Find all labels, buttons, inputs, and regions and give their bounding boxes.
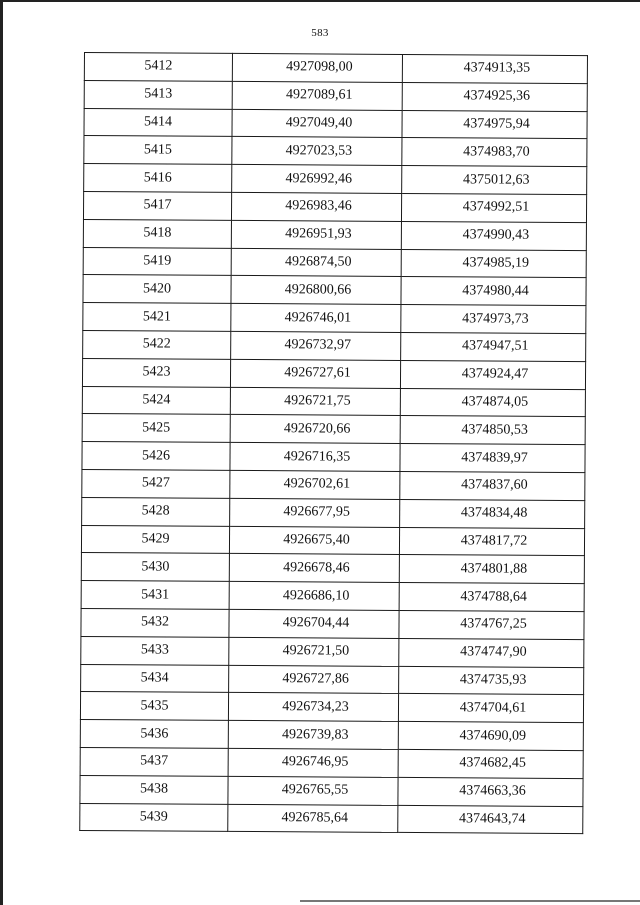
point-number-cell: 5418 — [83, 219, 231, 248]
y-coordinate-cell: 4374850,53 — [400, 416, 585, 445]
point-number-cell: 5420 — [83, 275, 231, 304]
y-coordinate-cell: 4374767,25 — [399, 610, 584, 639]
table-row — [84, 164, 587, 195]
y-coordinate-cell: 4374925,36 — [402, 82, 587, 111]
y-coordinate-cell: 4374788,64 — [399, 583, 584, 612]
table-row — [80, 803, 583, 834]
y-coordinate-cell: 4374874,05 — [400, 388, 585, 417]
y-coordinate-cell: 4374980,44 — [401, 277, 586, 306]
y-coordinate-cell: 4374834,48 — [400, 499, 585, 528]
table-row — [82, 497, 585, 528]
y-coordinate-cell: 4374947,51 — [401, 332, 586, 361]
point-number-cell: 5415 — [84, 136, 232, 165]
x-coordinate-cell: 4926677,95 — [230, 498, 400, 527]
y-coordinate-cell: 4374735,93 — [399, 666, 584, 695]
table-row — [83, 191, 586, 222]
x-coordinate-cell: 4926704,44 — [229, 609, 399, 638]
table-row — [82, 386, 585, 417]
x-coordinate-cell: 4926992,46 — [232, 165, 402, 194]
table-row — [81, 636, 584, 667]
x-coordinate-cell: 4926721,50 — [229, 637, 399, 666]
x-coordinate-cell: 4926746,01 — [231, 304, 401, 333]
y-coordinate-cell: 4374747,90 — [399, 638, 584, 667]
x-coordinate-cell: 4926727,61 — [230, 359, 400, 388]
point-number-cell: 5430 — [81, 553, 229, 582]
x-coordinate-cell: 4926746,95 — [228, 748, 398, 777]
point-number-cell: 5423 — [82, 358, 230, 387]
scan-edge-top — [0, 0, 640, 2]
point-number-cell: 5413 — [84, 80, 232, 109]
table-row — [83, 219, 586, 250]
point-number-cell: 5425 — [82, 414, 230, 443]
table-row — [83, 247, 586, 278]
y-coordinate-cell: 4374839,97 — [400, 444, 585, 473]
x-coordinate-cell: 4926720,66 — [230, 415, 400, 444]
point-number-cell: 5435 — [80, 692, 228, 721]
point-number-cell: 5429 — [81, 525, 229, 554]
point-number-cell: 5439 — [80, 803, 228, 832]
y-coordinate-cell: 4374913,35 — [402, 54, 587, 83]
table-row — [84, 80, 587, 111]
x-coordinate-cell: 4926675,40 — [229, 526, 399, 555]
x-coordinate-cell: 4926734,23 — [228, 693, 398, 722]
y-coordinate-cell: 4374682,45 — [398, 749, 583, 778]
x-coordinate-cell: 4926686,10 — [229, 582, 399, 611]
table-row — [82, 414, 585, 445]
scan-edge-bottom — [300, 900, 640, 902]
y-coordinate-cell: 4374643,74 — [398, 805, 583, 834]
y-coordinate-cell: 4374985,19 — [401, 249, 586, 278]
table-row — [81, 608, 584, 639]
point-number-cell: 5433 — [81, 636, 229, 665]
y-coordinate-cell: 4374817,72 — [399, 527, 584, 556]
table-row — [81, 664, 584, 695]
y-coordinate-cell: 4374924,47 — [400, 360, 585, 389]
y-coordinate-cell: 4374690,09 — [398, 722, 583, 751]
y-coordinate-cell: 4375012,63 — [402, 166, 587, 195]
table-row — [83, 275, 586, 306]
y-coordinate-cell: 4374975,94 — [402, 110, 587, 139]
table-row — [84, 108, 587, 139]
page-number: 583 — [311, 27, 329, 39]
x-coordinate-cell: 4926732,97 — [231, 331, 401, 360]
point-number-cell: 5417 — [83, 191, 231, 220]
point-number-cell: 5427 — [82, 469, 230, 498]
table-row — [82, 442, 585, 473]
y-coordinate-cell: 4374990,43 — [401, 221, 586, 250]
y-coordinate-cell: 4374801,88 — [399, 555, 584, 584]
x-coordinate-cell: 4926874,50 — [231, 248, 401, 277]
x-coordinate-cell: 4926727,86 — [229, 665, 399, 694]
point-number-cell: 5436 — [80, 720, 228, 749]
x-coordinate-cell: 4926702,61 — [230, 470, 400, 499]
point-number-cell: 5416 — [84, 164, 232, 193]
x-coordinate-cell: 4926739,83 — [228, 721, 398, 750]
x-coordinate-cell: 4927023,53 — [232, 137, 402, 166]
x-coordinate-cell: 4926785,64 — [228, 804, 398, 833]
table-row — [82, 358, 585, 389]
y-coordinate-cell: 4374973,73 — [401, 305, 586, 334]
point-number-cell: 5438 — [80, 775, 228, 804]
x-coordinate-cell: 4926983,46 — [231, 192, 401, 221]
x-coordinate-cell: 4926678,46 — [229, 554, 399, 583]
x-coordinate-cell: 4926765,55 — [228, 776, 398, 805]
table-row — [83, 330, 586, 361]
x-coordinate-cell: 4927098,00 — [232, 53, 402, 82]
point-number-cell: 5421 — [83, 303, 231, 332]
y-coordinate-cell: 4374704,61 — [398, 694, 583, 723]
table-row — [80, 692, 583, 723]
point-number-cell: 5414 — [84, 108, 232, 137]
y-coordinate-cell: 4374992,51 — [401, 193, 586, 222]
x-coordinate-cell: 4926716,35 — [230, 443, 400, 472]
table-row — [84, 53, 587, 84]
x-coordinate-cell: 4926951,93 — [231, 220, 401, 249]
y-coordinate-cell: 4374837,60 — [400, 471, 585, 500]
table-row — [82, 469, 585, 500]
x-coordinate-cell: 4927049,40 — [232, 109, 402, 138]
table-row — [83, 303, 586, 334]
table-row — [80, 775, 583, 806]
table-row — [81, 581, 584, 612]
point-number-cell: 5426 — [82, 442, 230, 471]
y-coordinate-cell: 4374663,36 — [398, 777, 583, 806]
y-coordinate-cell: 4374983,70 — [402, 138, 587, 167]
table-row — [84, 136, 587, 167]
point-number-cell: 5422 — [83, 330, 231, 359]
point-number-cell: 5419 — [83, 247, 231, 276]
table-row — [80, 720, 583, 751]
point-number-cell: 5424 — [82, 386, 230, 415]
coordinates-table — [79, 52, 588, 834]
x-coordinate-cell: 4926721,75 — [230, 387, 400, 416]
point-number-cell: 5434 — [81, 664, 229, 693]
point-number-cell: 5437 — [80, 747, 228, 776]
point-number-cell: 5428 — [82, 497, 230, 526]
scan-edge-left — [0, 0, 3, 905]
table-row — [81, 525, 584, 556]
table-row — [80, 747, 583, 778]
point-number-cell: 5412 — [84, 53, 232, 82]
point-number-cell: 5432 — [81, 608, 229, 637]
coordinates-table-body — [80, 53, 588, 834]
x-coordinate-cell: 4927089,61 — [232, 81, 402, 110]
table-row — [81, 553, 584, 584]
x-coordinate-cell: 4926800,66 — [231, 276, 401, 305]
point-number-cell: 5431 — [81, 581, 229, 610]
